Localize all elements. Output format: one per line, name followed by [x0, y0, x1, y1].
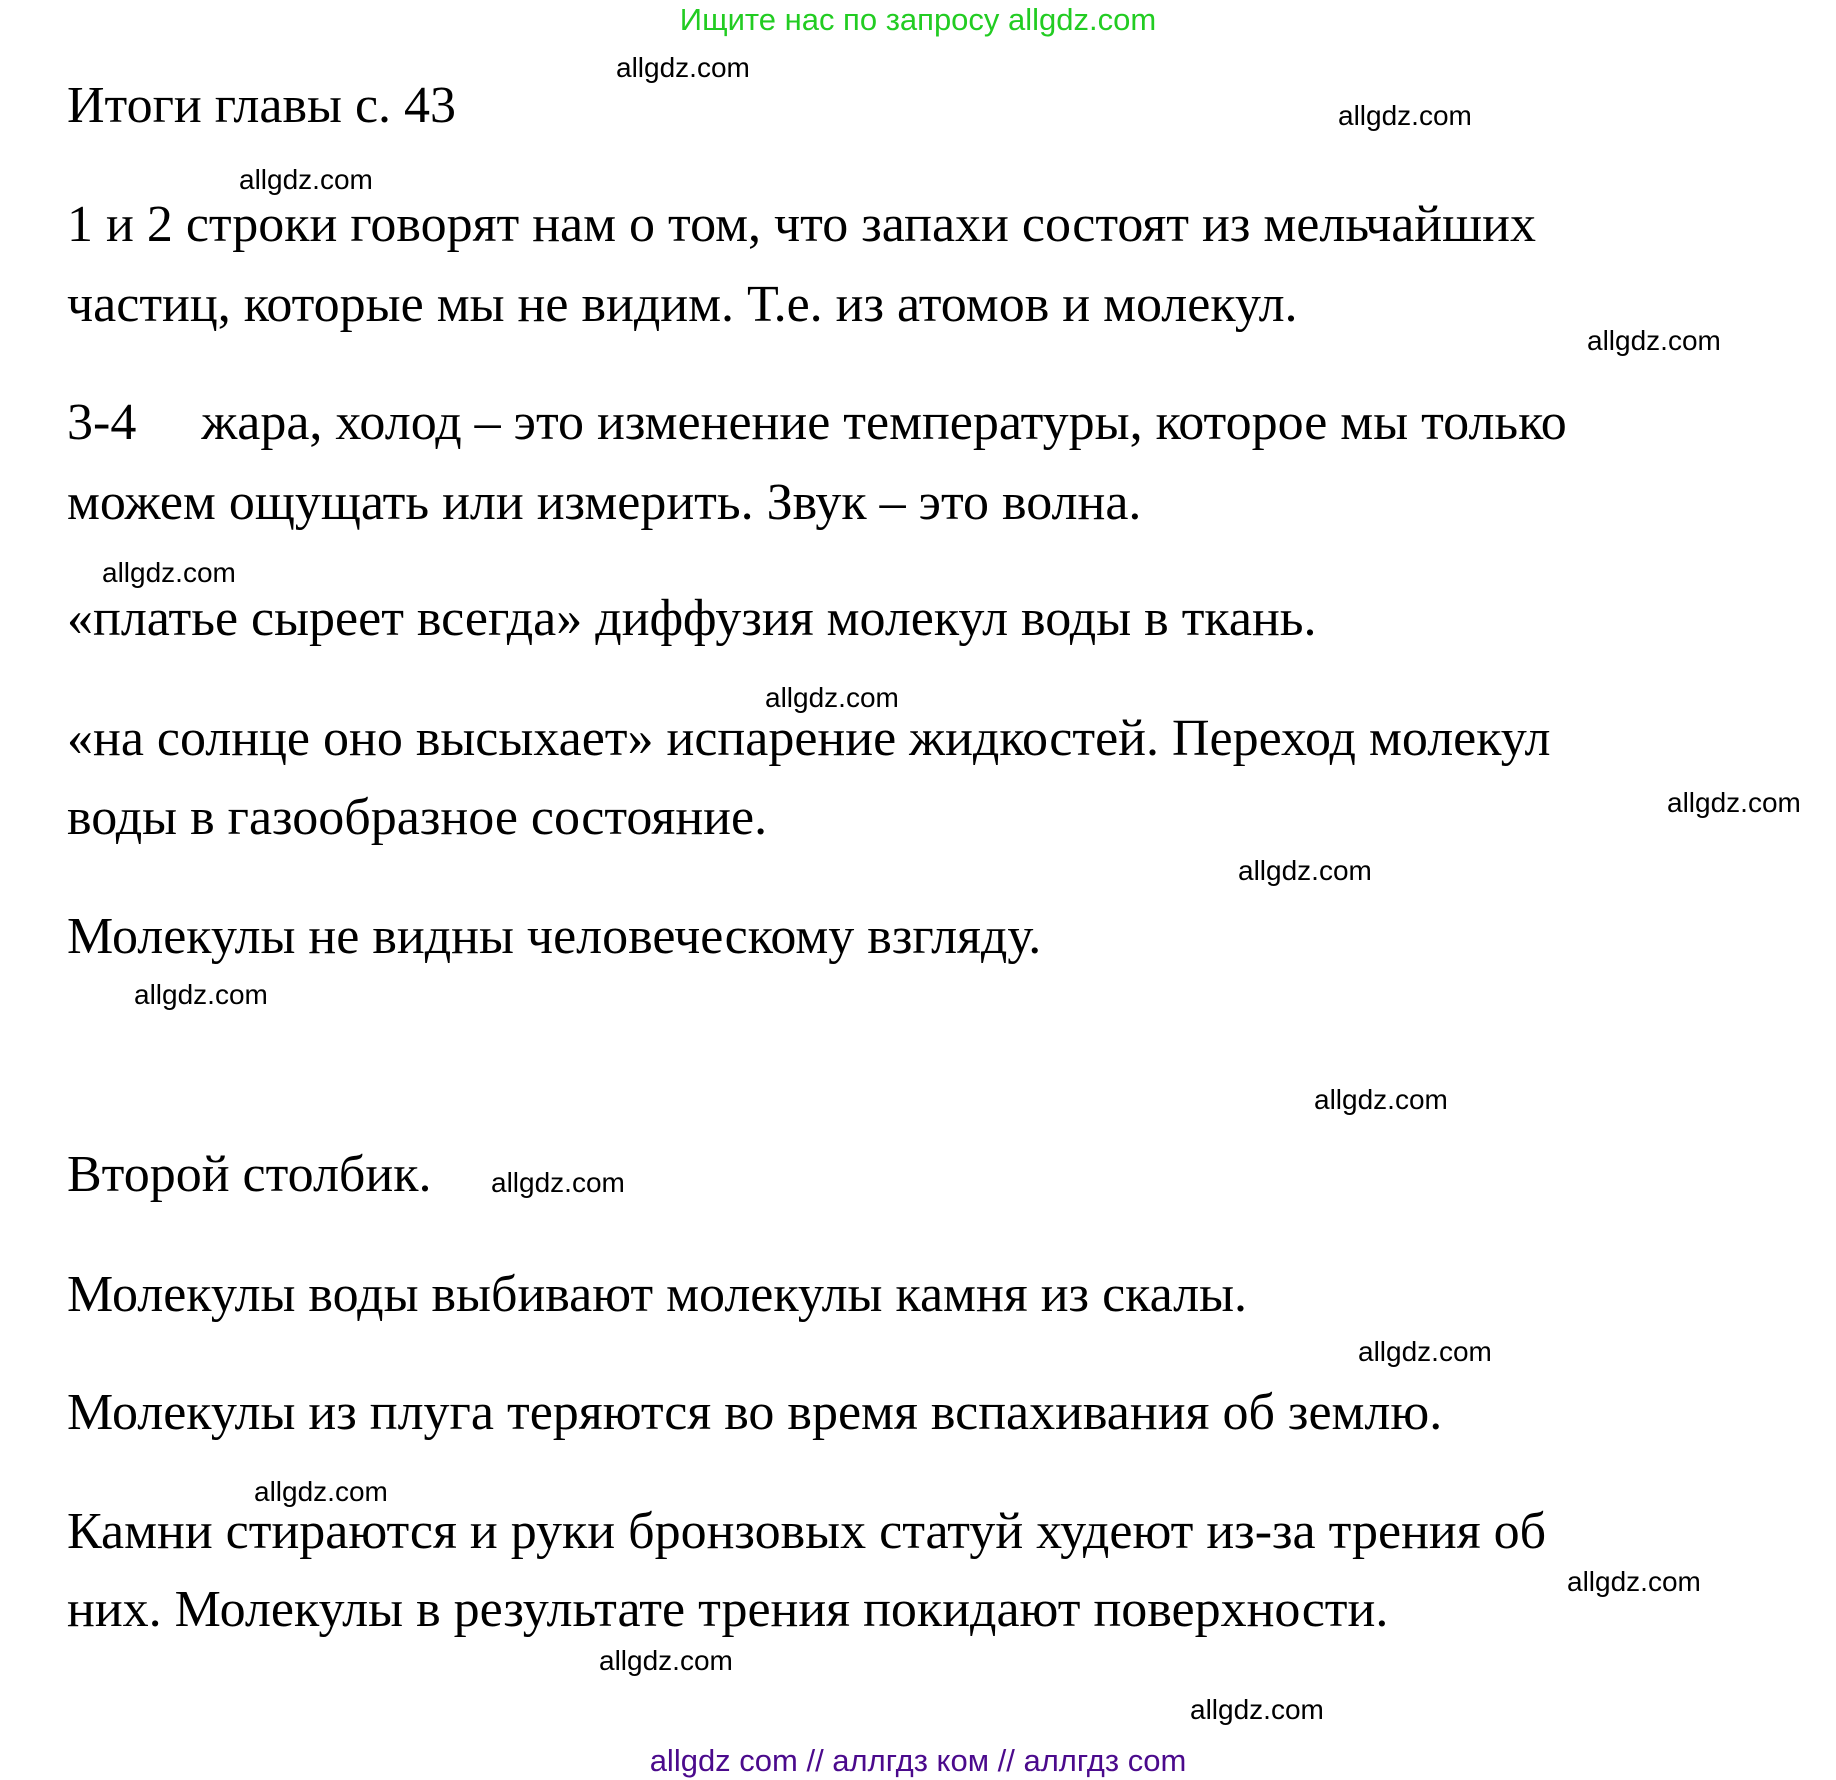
watermark: allgdz.com — [1238, 855, 1372, 886]
watermark: allgdz.com — [491, 1167, 625, 1198]
watermark: allgdz.com — [102, 557, 236, 588]
text-line: Молекулы не видны человеческому взгляду. — [67, 908, 1042, 965]
watermark: allgdz.com — [239, 164, 373, 195]
text-line: 1 и 2 строки говорят нам о том, что запахи состоят из мельчайших — [67, 196, 1536, 253]
watermark: allgdz.com — [1314, 1084, 1448, 1115]
text-line: 3-4 жара, холод – это изменение температуры, которое мы только — [67, 394, 1567, 451]
watermark: allgdz.com — [1338, 100, 1472, 131]
watermark: allgdz.com — [1358, 1336, 1492, 1367]
watermark: allgdz.com — [1587, 325, 1721, 356]
text-line: «на солнце оно высыхает» испарение жидкостей. Переход молекул — [67, 710, 1551, 767]
watermark: allgdz.com — [765, 682, 899, 713]
section-heading: Второй столбик. — [67, 1146, 432, 1203]
watermark: allgdz.com — [616, 52, 750, 83]
text-line: «платье сыреет всегда» диффузия молекул воды в ткань. — [67, 590, 1317, 647]
page-title: Итоги главы с. 43 — [67, 77, 457, 134]
watermark: allgdz.com — [1667, 787, 1801, 818]
footer-links: allgdz com // аллгдз ком // аллгдз com — [649, 1743, 1187, 1778]
text-line: можем ощущать или измерить. Звук – это волна. — [67, 474, 1142, 531]
text-line: Камни стираются и руки бронзовых статуй худеют из-за трения об — [67, 1503, 1547, 1560]
text-line: воды в газообразное состояние. — [67, 789, 768, 846]
search-banner: Ищите нас по запросу allgdz.com — [679, 2, 1157, 37]
text-line: них. Молекулы в результате трения покидают поверхности. — [67, 1581, 1389, 1638]
watermark: allgdz.com — [1190, 1694, 1324, 1725]
watermark: allgdz.com — [599, 1645, 733, 1676]
text-line: Молекулы из плуга теряются во время вспахивания об землю. — [67, 1384, 1443, 1441]
watermark: allgdz.com — [254, 1476, 388, 1507]
text-line: частиц, которые мы не видим. Т.е. из атомов и молекул. — [67, 276, 1298, 333]
watermark: allgdz.com — [134, 979, 268, 1010]
watermark: allgdz.com — [1567, 1566, 1701, 1597]
text-line: Молекулы воды выбивают молекулы камня из скалы. — [67, 1266, 1248, 1323]
